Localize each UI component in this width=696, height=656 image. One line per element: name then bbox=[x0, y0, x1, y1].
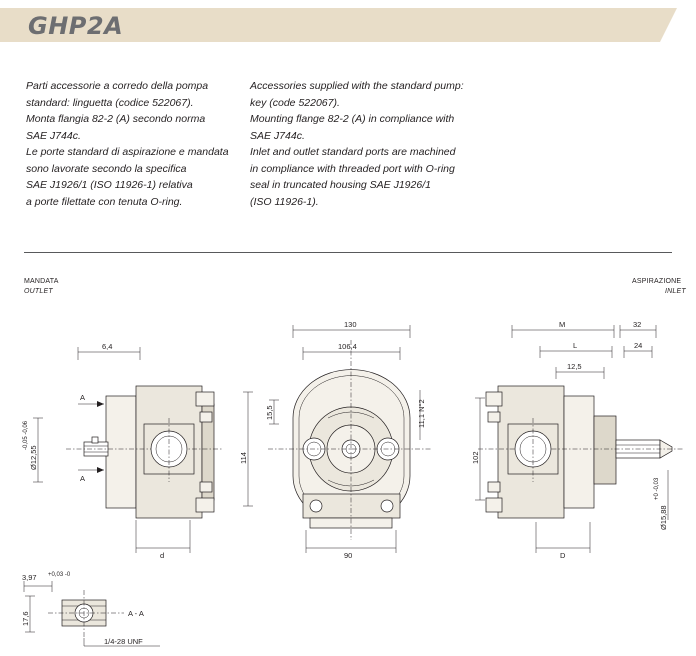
section-title-a-a: A - A bbox=[128, 609, 144, 618]
label-inlet-it: ASPIRAZIONE bbox=[632, 278, 682, 285]
front-view bbox=[239, 320, 432, 560]
page-title: GHP2A bbox=[28, 12, 124, 40]
right-side-view bbox=[471, 320, 684, 560]
dim-15-5: 15,5 bbox=[265, 405, 274, 420]
dim-11-1-n2: 11,1 N°2 bbox=[417, 399, 426, 428]
description-italian: Parti accessorie a corredo della pompa standard: linguetta (codice 522067). Monta flangia 82-2 (A) secondo norma SAE J744c. Le porte standard di aspirazione e mandata sono lavorate secondo la specifica SAE J1926/1 (ISO 11926-1) relativa a porte filettate con tenuta O-ring. bbox=[26, 80, 229, 208]
section-detail-a-a bbox=[21, 572, 160, 646]
dim-d-left: d bbox=[160, 551, 165, 560]
label-outlet-it: MANDATA bbox=[24, 278, 59, 285]
dim-106-4: 106,4 bbox=[338, 342, 357, 351]
dim-D-right: D bbox=[560, 551, 566, 560]
dim-12-5: 12,5 bbox=[567, 362, 582, 371]
label-outlet-en: OUTLET bbox=[24, 288, 53, 295]
dim-6-4: 6,4 bbox=[102, 342, 113, 351]
dim-17-6: 17,6 bbox=[21, 611, 30, 626]
dim-102: 102 bbox=[471, 451, 480, 464]
label-inlet-en: INLET bbox=[665, 288, 686, 295]
dim-32: 32 bbox=[633, 320, 642, 329]
dim-shaft-tol-right: +0 -0,03 bbox=[654, 477, 660, 500]
dim-3-97: 3,97 bbox=[22, 573, 37, 582]
dim-shaft-tol-left: -0,05 -0,06 bbox=[23, 420, 29, 450]
dim-90: 90 bbox=[344, 551, 353, 560]
left-side-view bbox=[23, 342, 222, 560]
dim-L: L bbox=[573, 341, 578, 350]
section-mark-a-bottom: A bbox=[80, 474, 86, 483]
description-english: Accessories supplied with the standard pump: key (code 522067). Mounting flange 82-2 (A) in compliance with SAE J744c. Inlet and outlet standard ports are machined in compliance with threaded port with O-ring seal in truncated housing SAE J1926/1 (ISO 11926-1). bbox=[250, 80, 464, 208]
dim-3-97-tol: +0,03 -0 bbox=[48, 572, 71, 578]
dim-shaft-dia-left: Ø12,55 bbox=[29, 445, 38, 470]
dim-130: 130 bbox=[344, 320, 357, 329]
thread-callout: 1/4-28 UNF bbox=[104, 637, 143, 646]
section-mark-a-top: A bbox=[80, 393, 86, 402]
dim-24: 24 bbox=[634, 341, 643, 350]
dim-shaft-dia-right: Ø15,88 bbox=[659, 505, 668, 530]
dim-114: 114 bbox=[239, 452, 248, 464]
dim-M: M bbox=[559, 320, 566, 329]
